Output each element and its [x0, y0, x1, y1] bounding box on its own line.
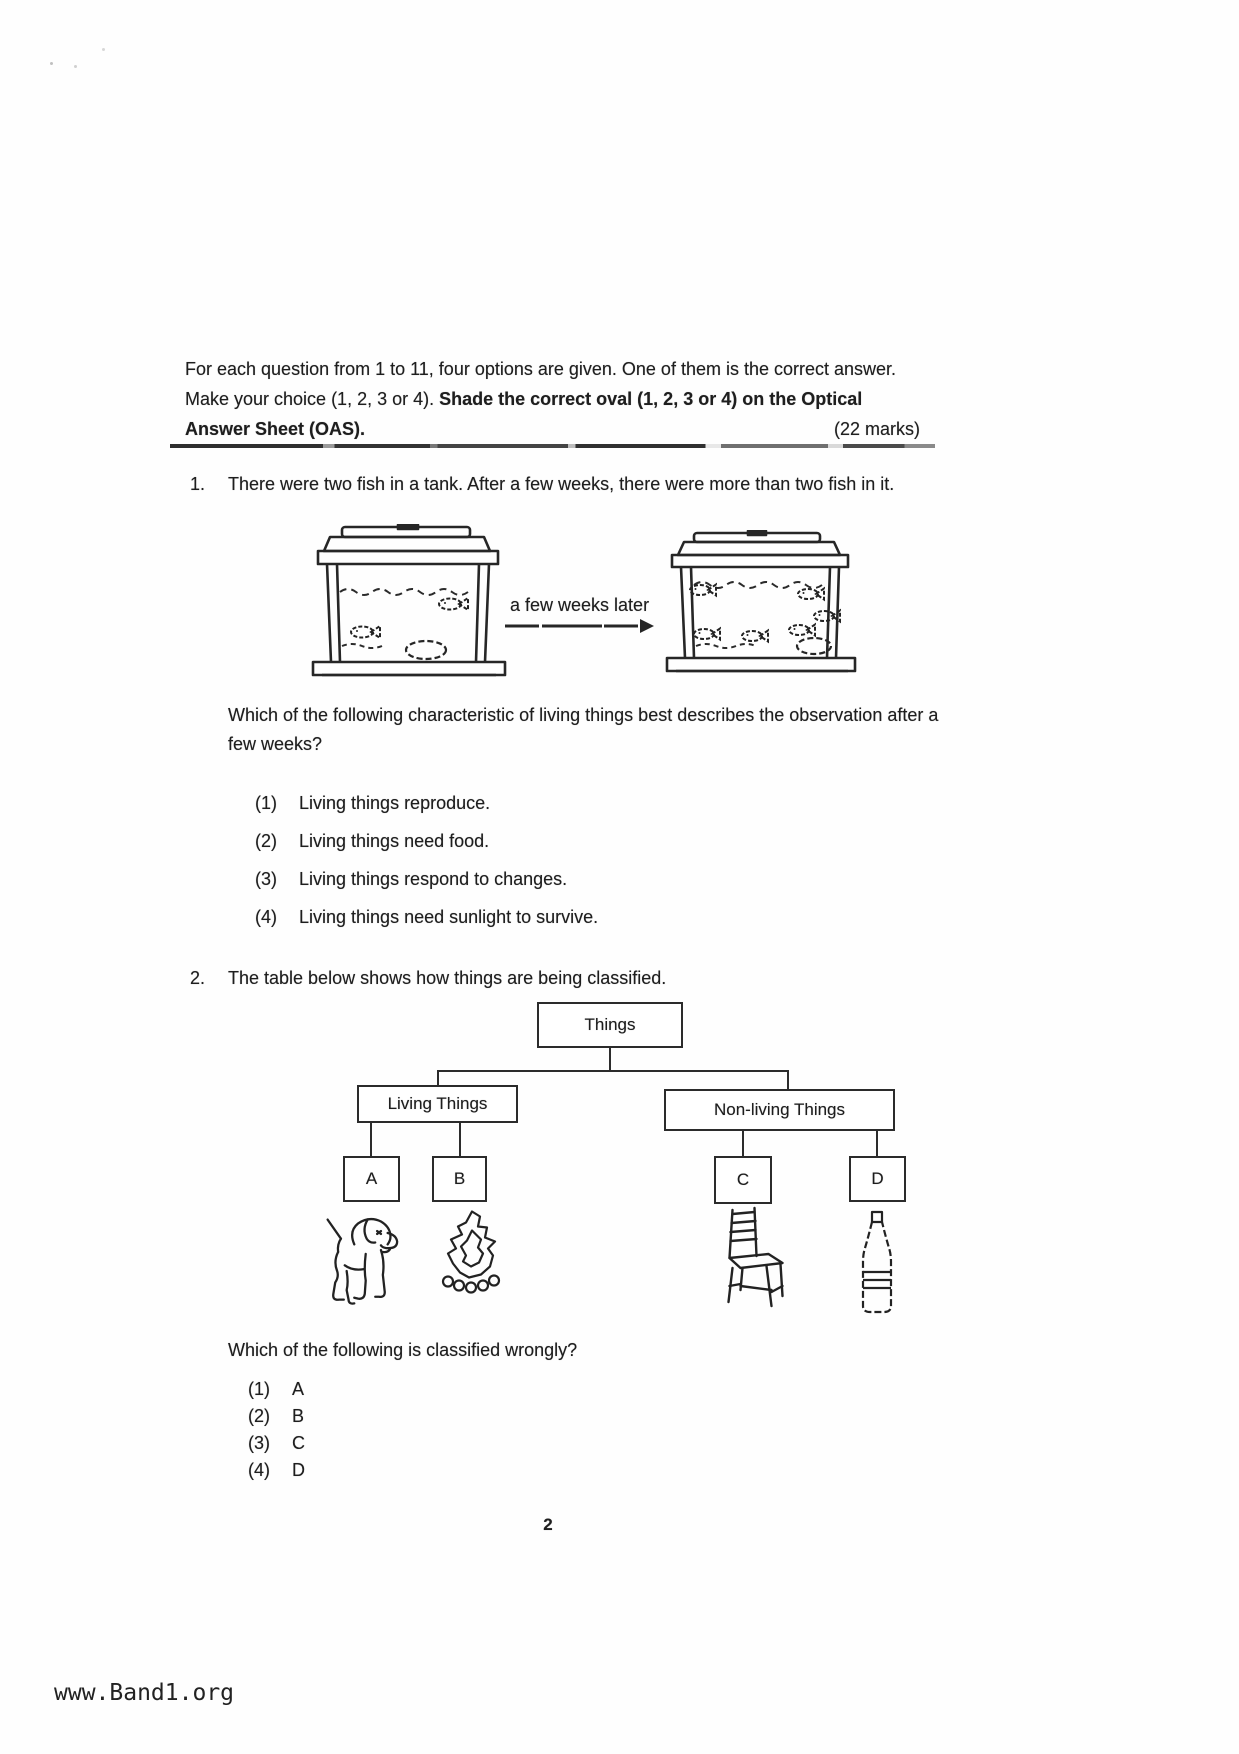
- option-label: (4): [248, 1460, 270, 1480]
- option-text: Living things need sunlight to survive.: [299, 907, 599, 927]
- option-label: (3): [255, 869, 277, 889]
- option-label: (4): [255, 907, 277, 927]
- scan-artifact-dots: [50, 62, 53, 65]
- question2-option-3: [248, 1431, 305, 1455]
- option-text: Living things need food.: [299, 831, 490, 851]
- tree-node-living-things: Living Things: [357, 1085, 518, 1123]
- question1-prompt: Which of the following characteristic of living things best describes the observation after a few weeks?: [228, 705, 939, 754]
- tree-connector: [787, 1072, 789, 1089]
- section-divider-line: [170, 444, 935, 448]
- question1-option-3: [255, 865, 567, 894]
- instructions-line-3: [185, 415, 920, 444]
- option-text: C: [292, 1433, 305, 1453]
- tree-node-b: B: [432, 1156, 487, 1202]
- question2-option-4: [248, 1458, 305, 1482]
- tree-connector: [437, 1070, 789, 1072]
- instructions-line-1: For each question from 1 to 11, four options are given. One of them is the correct answer.: [185, 359, 897, 379]
- watermark-url: www.Band1.org: [54, 1680, 235, 1706]
- option-text: Living things reproduce.: [299, 793, 491, 813]
- question1-number: 1.: [190, 474, 206, 494]
- question1-option-1: [255, 789, 490, 818]
- tree-connector: [876, 1131, 878, 1156]
- question1-option-4: [255, 903, 598, 932]
- marks-label: (22 marks): [833, 419, 920, 439]
- instructions-line-2-normal: Make your choice (1, 2, 3 or 4).: [185, 389, 440, 409]
- tree-connector: [609, 1048, 611, 1070]
- instructions-line-2: [185, 385, 935, 414]
- tree-node-nonliving-things: Non-living Things: [664, 1089, 895, 1131]
- fire-icon: [436, 1208, 506, 1294]
- tree-node-a: A: [343, 1156, 400, 1202]
- dog-icon: [312, 1212, 408, 1312]
- option-label: (2): [248, 1406, 270, 1426]
- question2-prompt: Which of the following is classified wrongly?: [228, 1340, 578, 1360]
- arrow-label: a few weeks later: [510, 595, 650, 615]
- question2-option-1: [248, 1377, 304, 1401]
- tree-connector: [459, 1123, 461, 1156]
- option-label: (2): [255, 831, 277, 851]
- option-text: B: [292, 1406, 305, 1426]
- option-text: A: [292, 1379, 305, 1399]
- tree-connector: [742, 1131, 744, 1156]
- tree-connector: [370, 1123, 372, 1156]
- option-label: (1): [255, 793, 277, 813]
- question1-option-2: [255, 827, 489, 856]
- question2-text: The table below shows how things are being classified.: [228, 968, 667, 988]
- question2-option-2: [248, 1404, 304, 1428]
- option-text: D: [292, 1460, 305, 1480]
- tree-node-c: C: [714, 1156, 772, 1204]
- page-number: 2: [543, 1515, 553, 1534]
- option-label: (3): [248, 1433, 270, 1453]
- tree-node-things: Things: [537, 1002, 683, 1048]
- option-text: Living things respond to changes.: [299, 869, 568, 889]
- bottle-icon: [854, 1210, 900, 1318]
- question1-text: There were two fish in a tank. After a few weeks, there were more than two fish in it.: [228, 474, 895, 494]
- chair-icon: [716, 1206, 792, 1316]
- fish-tank-before-icon: [300, 524, 518, 690]
- fish-tank-after-icon: [656, 530, 864, 684]
- tree-connector: [437, 1072, 439, 1085]
- instructions-line-2-bold: Shade the correct oval (1, 2, 3 or 4) on the Optical: [439, 389, 863, 409]
- arrow-right-icon: [502, 616, 657, 636]
- question2-number: 2.: [190, 968, 206, 988]
- tree-node-d: D: [849, 1156, 906, 1202]
- instructions-line-3-bold: Answer Sheet (OAS).: [185, 419, 366, 439]
- option-label: (1): [248, 1379, 270, 1399]
